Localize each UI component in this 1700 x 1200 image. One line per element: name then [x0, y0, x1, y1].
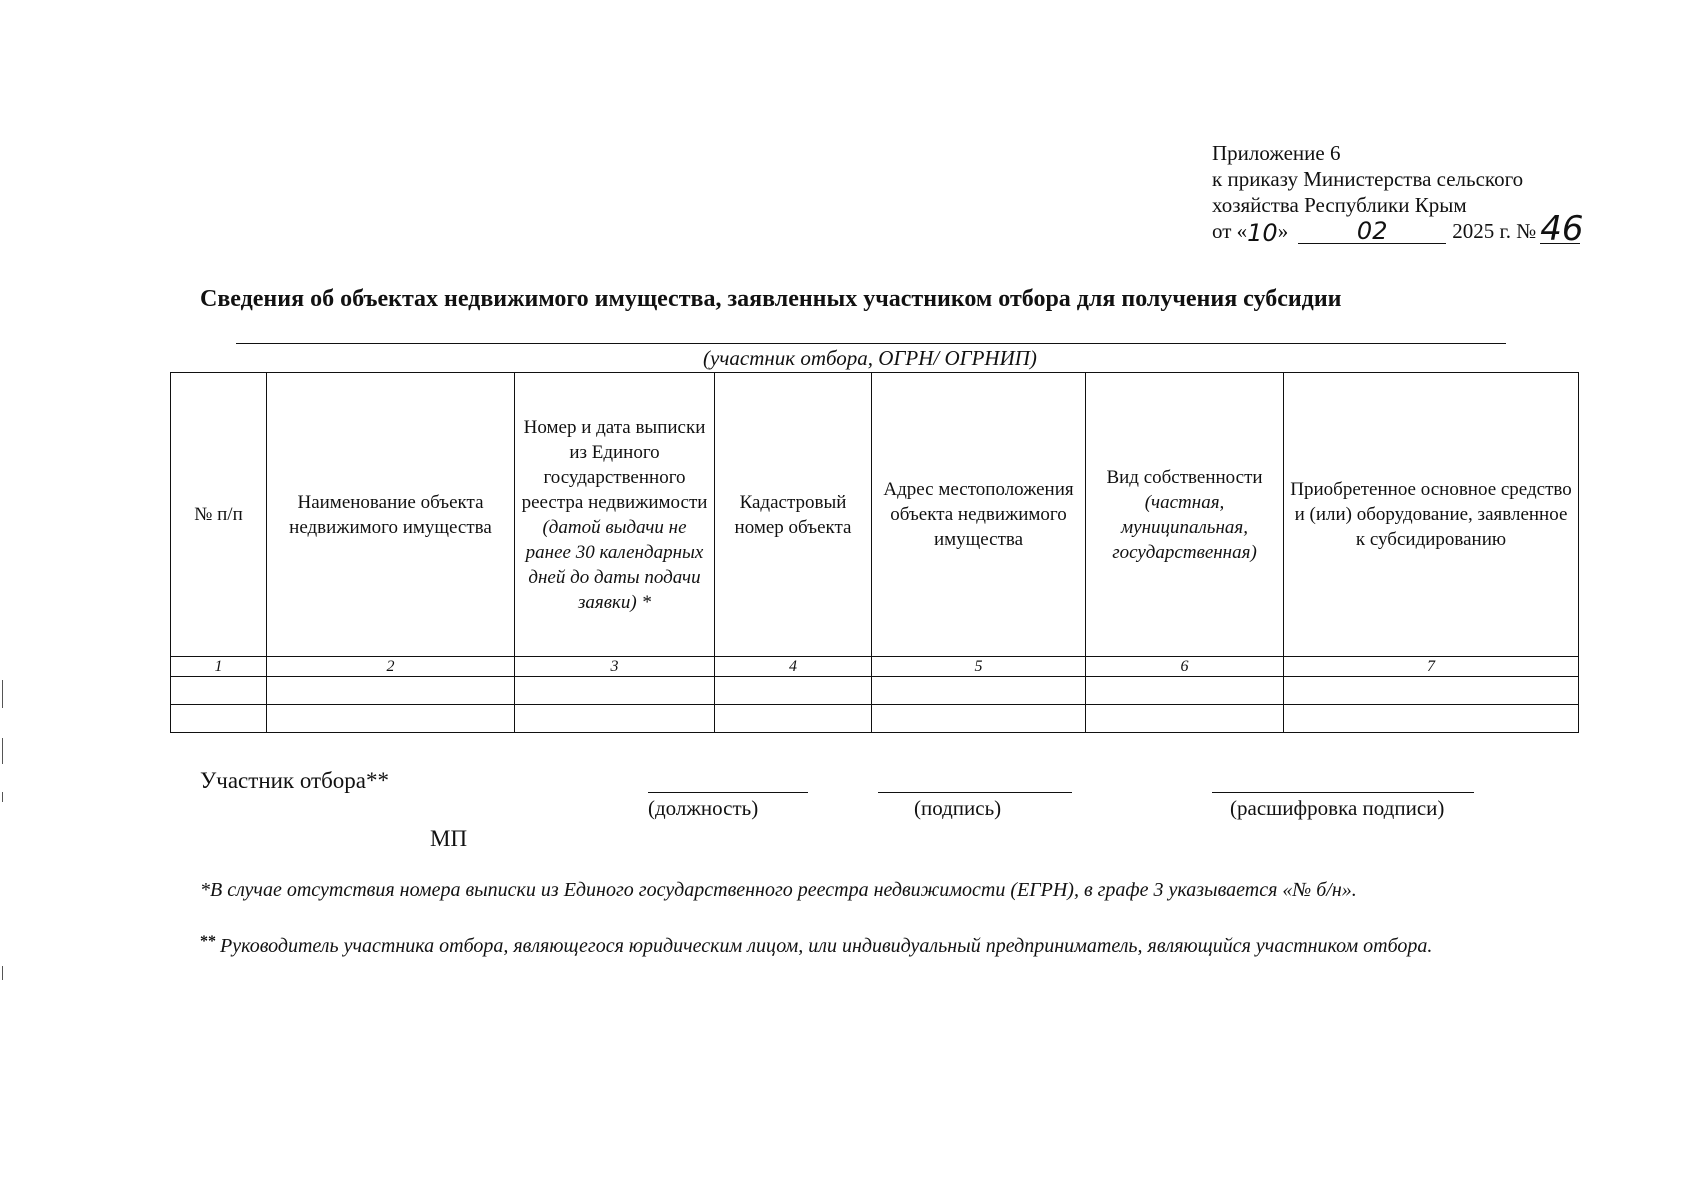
header-label: Адрес местоположения объекта недвижимого имущества [883, 479, 1074, 550]
header-cell-ownership [1086, 373, 1284, 657]
column-number: 6 [1086, 657, 1284, 677]
column-number: 1 [171, 657, 267, 677]
date-year-text: 2025 г. № [1452, 219, 1537, 243]
date-day-handwritten: 10 [1247, 219, 1278, 247]
header-label: Кадастровый номер объекта [734, 491, 852, 538]
document-title: Сведения об объектах недвижимого имущества, заявленных участником отбора для получения субсидии [200, 286, 1342, 312]
header-cell-number [171, 373, 267, 657]
signature-participant-label: Участник отбора** [200, 768, 390, 793]
table-cell[interactable] [171, 677, 267, 705]
footnote-head [200, 932, 1620, 962]
header-label: Номер и дата выписки из Единого государственного реестра недвижимости [521, 416, 708, 513]
date-month-blank [1298, 219, 1446, 244]
participant-fill-line [236, 343, 1506, 344]
table-row [171, 705, 1579, 733]
header-cell-extract [515, 373, 715, 657]
footnote-head-text: Руководитель участника отбора, являющегося юридическим лицом, или индивидуальный предприниматель, являющийся участником отбора. [220, 935, 1433, 957]
column-number: 4 [715, 657, 872, 677]
table-cell[interactable] [1284, 677, 1579, 705]
signature-field[interactable] [878, 792, 1072, 793]
table-cell[interactable] [872, 677, 1086, 705]
header-cell-cadastral [715, 373, 872, 657]
header-note: (частная, муниципальная, государственная) [1112, 491, 1257, 563]
signature-decoding-caption: (расшифровка подписи) [1230, 796, 1445, 820]
column-number: 7 [1284, 657, 1579, 677]
header-label: Наименование объекта недвижимого имущества [289, 491, 492, 538]
scan-artifact [2, 680, 3, 708]
table-cell[interactable] [267, 705, 515, 733]
appendix-number: Приложение 6 [1212, 141, 1341, 165]
order-number-handwritten: 46 [1540, 209, 1584, 249]
table-cell[interactable] [515, 705, 715, 733]
position-caption: (должность) [648, 796, 759, 820]
column-number: 2 [267, 657, 515, 677]
header-cell-equipment [1284, 373, 1579, 657]
stamp-place-label: МП [430, 826, 468, 851]
table-cell[interactable] [1086, 677, 1284, 705]
table-header-row [171, 373, 1579, 657]
date-month-handwritten: 02 [1356, 217, 1388, 245]
participant-caption: (участник отбора, ОГРН/ ОГРНИП) [703, 346, 1037, 370]
table-cell[interactable] [715, 705, 872, 733]
footnote-extract: *В случае отсутствия номера выписки из Единого государственного реестра недвижимости (ЕГРН), в графе 3 указывается «№ б/н». [200, 879, 1357, 901]
scan-artifact [2, 966, 3, 980]
date-quote-close: » [1277, 219, 1289, 243]
scan-artifact [2, 792, 3, 802]
order-number-blank [1540, 209, 1584, 249]
property-table [170, 372, 1579, 733]
position-field[interactable] [648, 792, 808, 793]
table-cell[interactable] [715, 677, 872, 705]
table-cell[interactable] [1284, 705, 1579, 733]
column-number-row [171, 657, 1579, 677]
header-label: № п/п [194, 504, 243, 525]
header-label: Вид собственности [1106, 466, 1263, 488]
header-label: Приобретенное основное средство и (или) оборудование, заявленное к субсидированию [1290, 479, 1572, 550]
column-number: 3 [515, 657, 715, 677]
header-note: (датой выдачи не ранее 30 календарных дней до даты подачи заявки) * [525, 516, 704, 613]
date-prefix: от « [1212, 219, 1248, 243]
appendix-date-line [1212, 209, 1584, 249]
table-cell[interactable] [872, 705, 1086, 733]
table-cell[interactable] [171, 705, 267, 733]
column-number: 5 [872, 657, 1086, 677]
header-cell-name [267, 373, 515, 657]
table-cell[interactable] [515, 677, 715, 705]
appendix-block [1212, 140, 1584, 249]
footnote-mark: ** [200, 933, 216, 950]
signature-decoding-field[interactable] [1212, 792, 1474, 793]
header-cell-address [872, 373, 1086, 657]
appendix-order-ref: к приказу Министерства сельского [1212, 167, 1524, 191]
table-row [171, 677, 1579, 705]
table-cell[interactable] [267, 677, 515, 705]
table-cell[interactable] [1086, 705, 1284, 733]
scan-artifact [2, 738, 3, 764]
appendix-ministry: хозяйства Республики Крым [1212, 193, 1467, 217]
signature-caption: (подпись) [914, 796, 1002, 820]
